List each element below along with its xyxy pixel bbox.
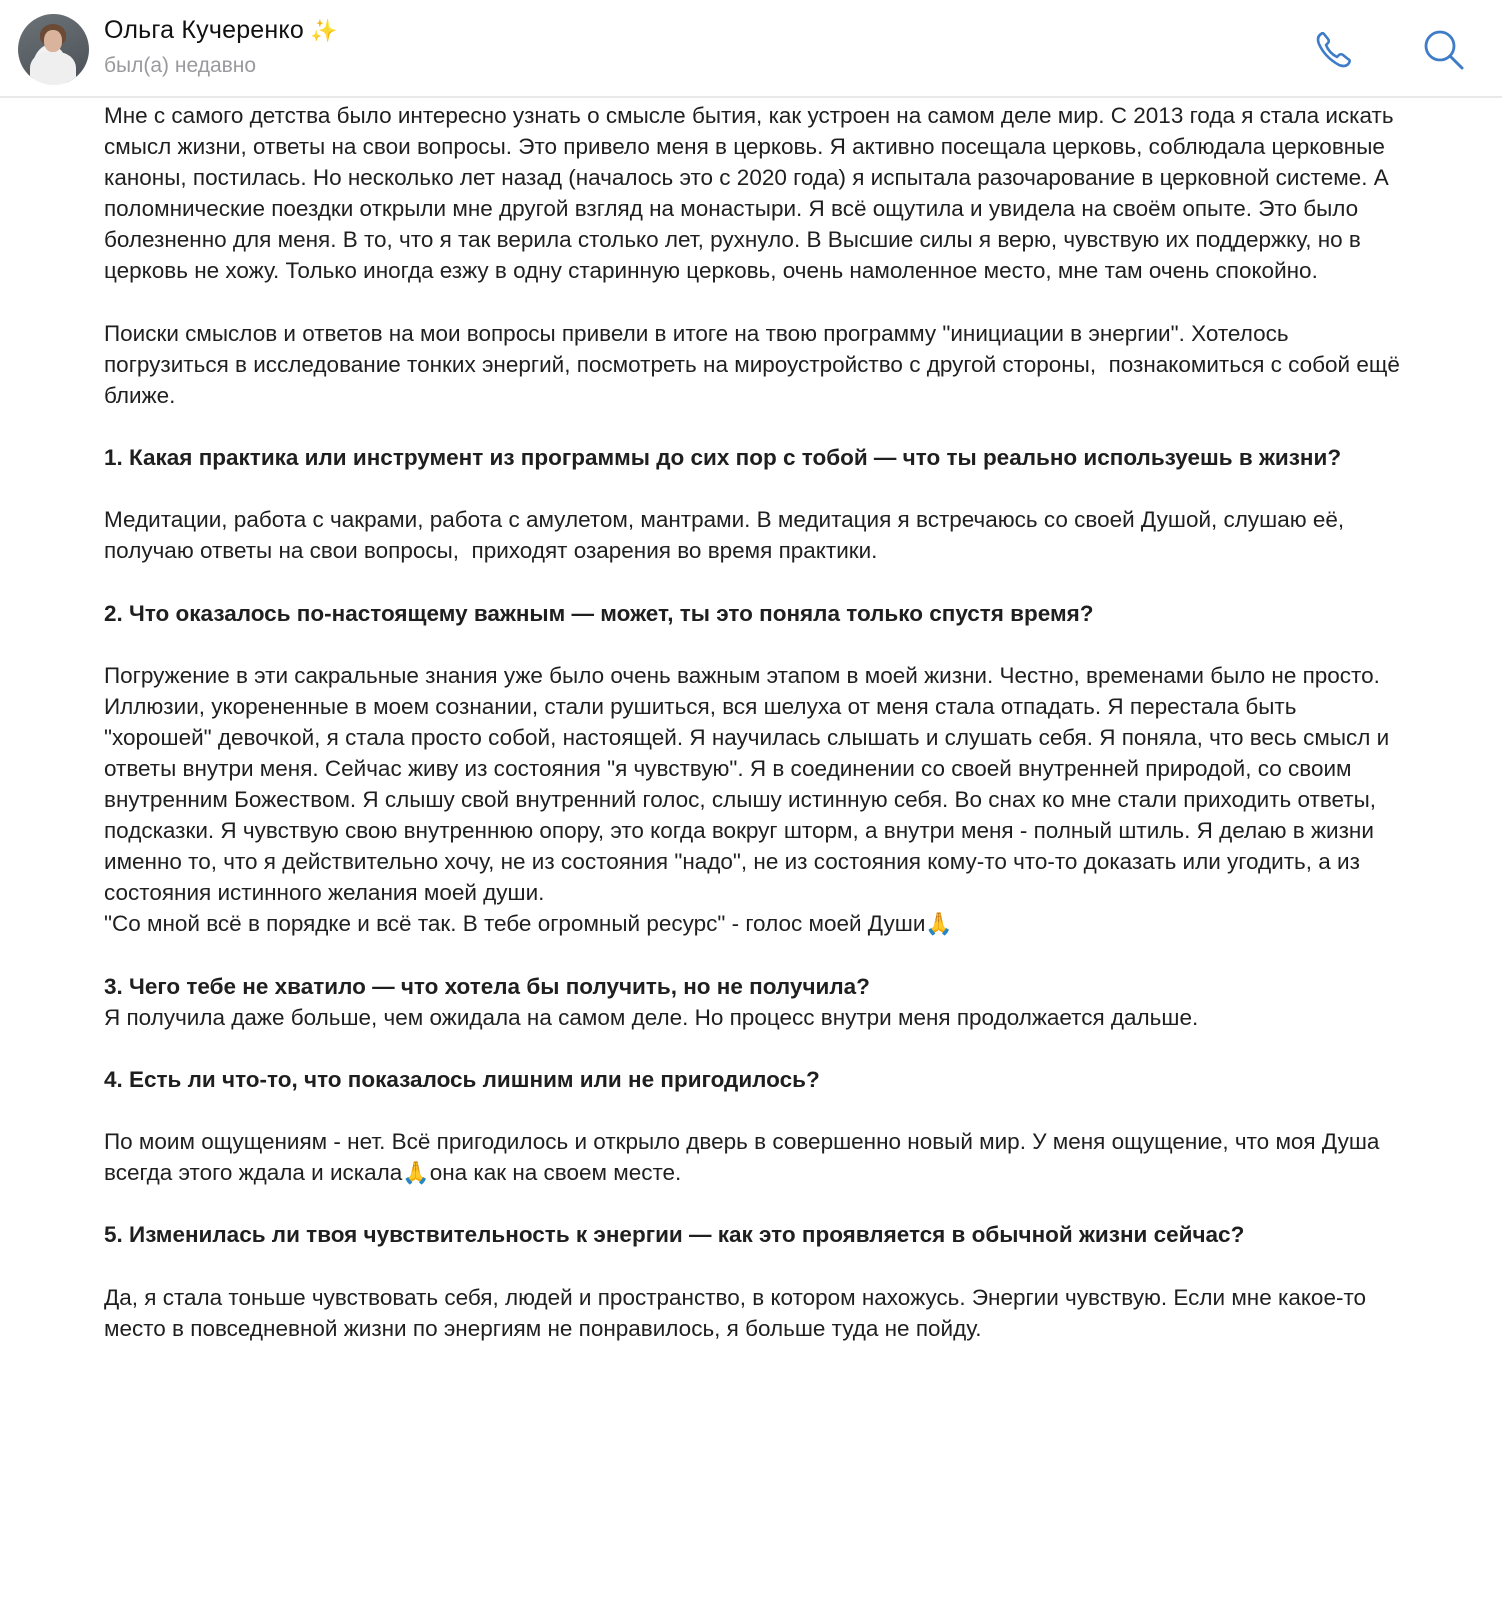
last-seen-status: был(а) недавно	[104, 54, 257, 77]
praying-hands-icon: 🙏	[402, 1160, 430, 1186]
avatar[interactable]	[18, 14, 89, 85]
sparkles-icon: ✨	[309, 18, 338, 43]
message-body	[104, 100, 1407, 1344]
question-1: 1. Какая практика или инструмент из программы до сих пор с тобой — что ты реально используешь в жизни?	[104, 445, 1342, 471]
answer-2: Погружение в эти сакральные знания уже было очень важным этапом в моей жизни. Честно, временами было не просто. Иллюзии, укорененные в моем сознании, стали рушиться, вся шелуха от меня стала отпадать. Я перестала быть "хорошей" девочкой, я стала просто собой, настоящей. Я научилась слышать и слушать себя. Я поняла, что весь смысл и ответы внутри меня. Сейчас живу из состояния "я чувствую". Я в соединении со своей внутренней природой, со своим внутренним Божеством. Я слышу свой внутренний голос, слышу истинную себя. Во снах ко мне стали приходить ответы, подсказки. Я чувствую свою внутреннюю опору, это когда вокруг шторм, а внутри меня - полный штиль. Я делаю в жизни именно то, что я действительно хочу, не из состояния "надо", не из состояния кому-то что-то доказать или угодить, а из состояния истинного желания моей души.	[104, 662, 1396, 906]
praying-hands-icon: 🙏	[925, 911, 953, 937]
contact-name[interactable]	[104, 16, 338, 45]
phone-icon	[1312, 28, 1356, 72]
search-icon	[1422, 28, 1466, 72]
question-3: 3. Чего тебе не хватило — что хотела бы получить, но не получила?	[104, 973, 870, 999]
message-paragraph-intro-1: Мне с самого детства было интересно узнать о смысле бытия, как устроен на самом деле мир. С 2013 года я стала искать смысл жизни, ответы на свои вопросы. Это привело меня в церковь. Я активно посещала церковь, соблюдала церковные каноны, постилась. Но несколько лет назад (началось это с 2020 года) я испытала разочарование в церковной системе. А поломнические поездки открыли мне другой взгляд на монастыри. Я всё ощутила и увидела на своём опыте. Это было болезненно для меня. В то, что я так верила столько лет, рухнуло. В Высшие силы я верю, чувствую их поддержку, но в церковь не хожу. Только иногда езжу в одну старинную церковь, очень намоленное место, мне там очень спокойно.	[104, 103, 1400, 284]
search-button[interactable]	[1422, 28, 1466, 72]
answer-3: Я получила даже больше, чем ожидала на самом деле. Но процесс внутри меня продолжается дальше.	[104, 1004, 1199, 1030]
answer-4-text-part-1: По моим ощущениям - нет. Всё пригодилось и открыло дверь в совершенно новый мир. У меня ощущение, что моя Душа всегда этого ждала и искала	[104, 1129, 1386, 1186]
question-4: 4. Есть ли что-то, что показалось лишним или не пригодилось?	[104, 1066, 820, 1092]
avatar-face-shape	[44, 30, 62, 52]
contact-name-text: Ольга Кучеренко	[104, 16, 304, 44]
question-5: 5. Изменилась ли твоя чувствительность к энергии — как это проявляется в обычной жизни сейчас?	[104, 1222, 1245, 1248]
call-button[interactable]	[1312, 28, 1356, 72]
answer-5: Да, я стала тоньше чувствовать себя, людей и пространство, в котором нахожусь. Энергии чувствую. Если мне какое-то место в повседневной жизни по энергиям не понравилось, я больше туда не пойду.	[104, 1284, 1373, 1341]
message-paragraph-intro-2: Поиски смыслов и ответов на мои вопросы привели в итоге на твою программу "инициации в энергии". Хотелось погрузиться в исследование тонких энергий, посмотреть на мироустройство с другой стороны, познакомиться с собой ещё ближе.	[104, 320, 1407, 408]
answer-1: Медитации, работа с чакрами, работа с амулетом, мантрами. В медитация я встречаюсь со своей Душой, слушаю её, получаю ответы на свои вопросы, приходят озарения во время практики.	[104, 507, 1351, 564]
answer-2-quote-text: "Со мной всё в порядке и всё так. В тебе огромный ресурс" - голос моей Души	[104, 911, 926, 937]
avatar-body-shape	[30, 52, 76, 85]
answer-2-quote	[104, 908, 1404, 939]
answer-4-text-part-2: она как на своем месте.	[429, 1160, 682, 1186]
question-2: 2. Что оказалось по-настоящему важным — может, ты это поняла только спустя время?	[104, 600, 1094, 626]
chat-header	[0, 0, 1502, 98]
answer-4	[104, 1126, 1404, 1188]
